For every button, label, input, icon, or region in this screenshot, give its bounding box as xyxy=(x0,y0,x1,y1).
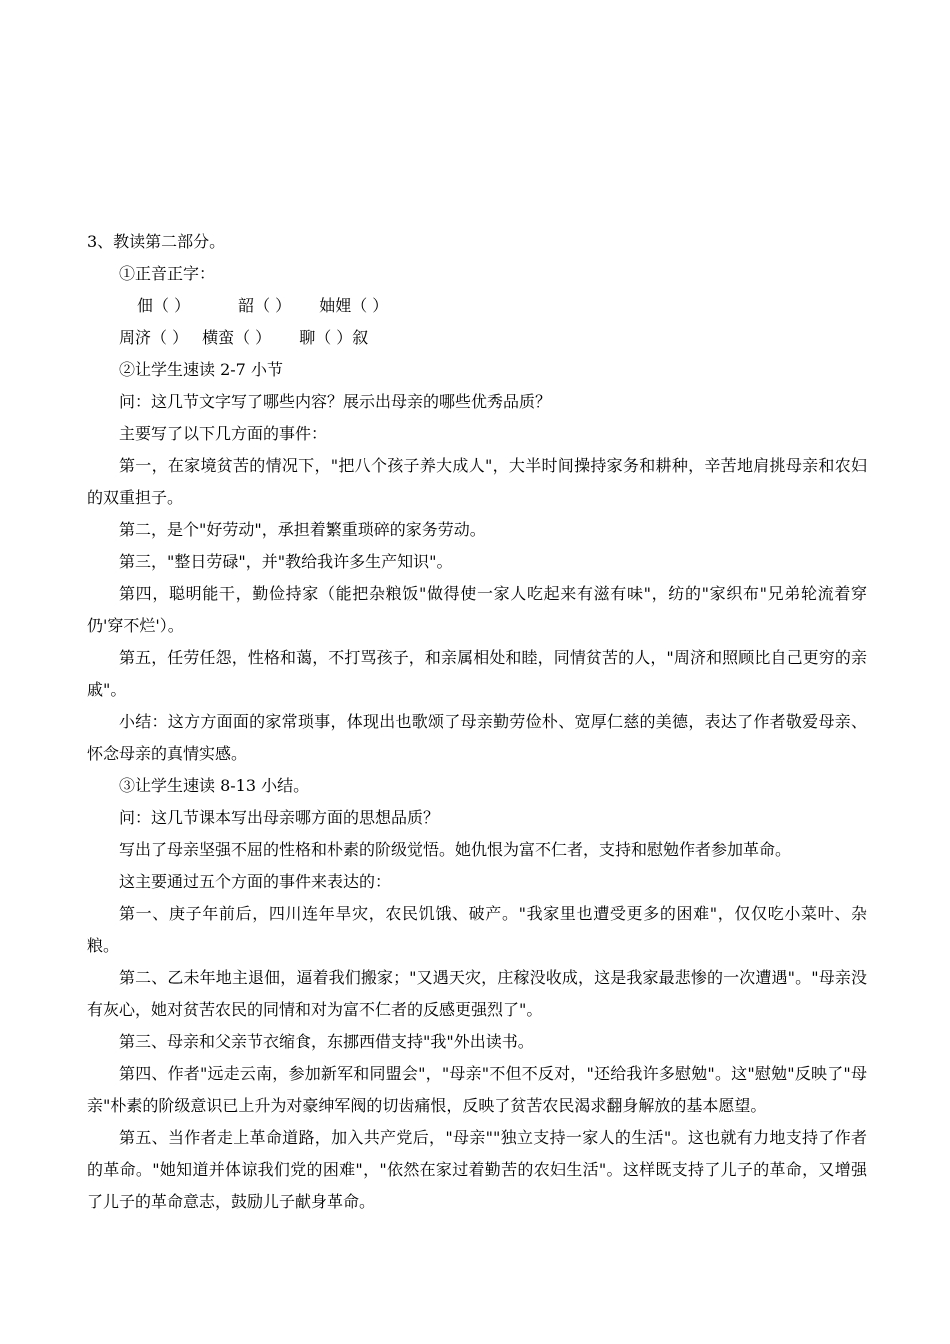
answer-2-point: 第五、当作者走上革命道路，加入共产党后，"母亲""独立支持一家人的生活"。这也就有力地支持了作者的革命。"她知道并体谅我们党的困难"，"依然在家过着勤苦的农妇生活"。这样既支持了儿子的革命，又增强了儿子的革命意志，鼓励儿子献身革命。 xyxy=(87,1128,867,1211)
item1-label: ①正音正字： xyxy=(119,264,216,283)
answer-2-intro: 这主要通过五个方面的事件来表达的： xyxy=(119,872,392,891)
answer-1-point: 第三，"整日劳碌"，并"教给我许多生产知识"。 xyxy=(119,552,453,571)
answer-2-point: 第二、乙未年地主退佃，逼着我们搬家；"又遇天灾，庄稼没收成，这是我家最悲惨的一次遭遇"。"母亲没有灰心，她对贫苦农民的同情和对为富不仁者的反感更强烈了"。 xyxy=(87,968,867,1019)
lesson-content xyxy=(87,226,867,1218)
summary-1: 小结：这方方面面的家常琐事，体现出也歌颂了母亲勤劳俭朴、宽厚仁慈的美德，表达了作者敬爱母亲、怀念母亲的真情实感。 xyxy=(87,712,867,763)
pron-item: 佃（ ） xyxy=(137,296,191,315)
pron-item: 横蛮（ ） xyxy=(202,328,272,347)
pron-item: 妯娌（ ） xyxy=(319,296,389,315)
item3-label: ③让学生速读 8-13 小结。 xyxy=(119,776,310,795)
item2-label: ②让学生速读 2-7 小节 xyxy=(119,360,283,379)
answer-1-point: 第二，是个"好劳动"，承担着繁重琐碎的家务劳动。 xyxy=(119,520,486,539)
answer-2: 写出了母亲坚强不屈的性格和朴素的阶级觉悟。她仇恨为富不仁者，支持和慰勉作者参加革命。 xyxy=(119,840,792,859)
pron-item: 聊（ ）叙 xyxy=(299,328,369,347)
answer-1-intro: 主要写了以下几方面的事件： xyxy=(119,424,328,443)
answer-2-point: 第四、作者"远走云南，参加新军和同盟会"，"母亲"不但不反对，"还给我许多慰勉"。这"慰勉"反映了"母亲"朴素的阶级意识已上升为对豪绅军阀的切齿痛恨，反映了贫苦农民渴求翻身解放的基本愿望。 xyxy=(87,1064,867,1115)
answer-1-point: 第四，聪明能干，勤俭持家（能把杂粮饭"做得使一家人吃起来有滋有味"，纺的"家织布"兄弟轮流着穿仍'穿不烂'）。 xyxy=(87,584,867,635)
pron-item: 周济（ ） xyxy=(119,328,189,347)
pron-item: 韶（ ） xyxy=(238,296,292,315)
answer-1-point: 第一，在家境贫苦的情况下，"把八个孩子养大成人"，大半时间操持家务和耕种，辛苦地肩挑母亲和农妇的双重担子。 xyxy=(87,456,867,507)
answer-1-point: 第五，任劳任怨，性格和蔼，不打骂孩子，和亲属相处和睦，同情贫苦的人，"周济和照顾比自己更穷的亲戚"。 xyxy=(87,648,867,699)
answer-2-point: 第一、庚子年前后，四川连年旱灾，农民饥饿、破产。"我家里也遭受更多的困难"，仅仅吃小菜叶、杂粮。 xyxy=(87,904,867,955)
pronunciation-row-1 xyxy=(87,290,867,322)
question-2: 问：这几节课本写出母亲哪方面的思想品质？ xyxy=(119,808,440,827)
question-1: 问：这几节文字写了哪些内容？展示出母亲的哪些优秀品质？ xyxy=(119,392,552,411)
answer-2-point: 第三、母亲和父亲节衣缩食，东挪西借支持"我"外出读书。 xyxy=(119,1032,534,1051)
section-heading: 3、教读第二部分。 xyxy=(87,232,226,251)
pronunciation-row-2 xyxy=(87,322,867,354)
